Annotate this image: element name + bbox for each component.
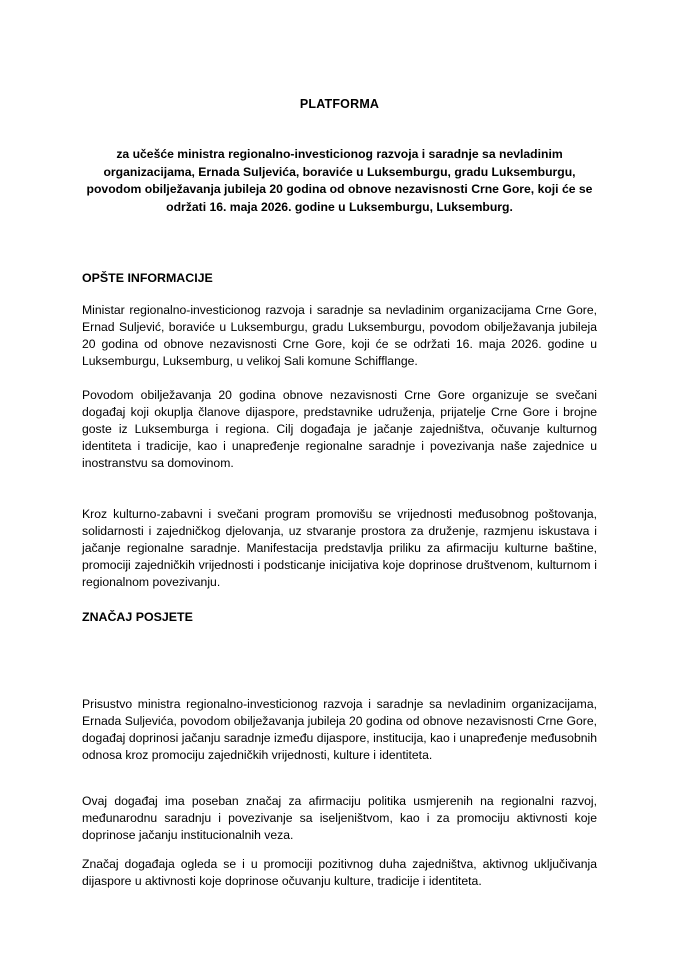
document-subtitle: za učešće ministra regionalno-investicionog razvoja i saradnje sa nevladinim organizacijama, Ernada Suljevića, boraviće u Luksemburgu, gradu Luksemburgu, povodom obilježavanja jubileja 20 godina od obnove nezavisnosti Crne Gore, koji će se održati 16. maja 2026. godine u Luksemburgu, Luksemburg.	[86, 147, 593, 214]
section-heading-visit-significance: ZNAČAJ POSJETE	[82, 610, 193, 624]
paragraph: Ovaj događaj ima poseban značaj za afirmaciju politika usmjerenih na regionalni razvoj, međunarodnu saradnju i povezivanje sa iseljeništvom, kao i za promociju aktivnosti koje doprinose jačanju institucionalnih veza.	[82, 794, 597, 842]
paragraph: Povodom obilježavanja 20 godina obnove nezavisnosti Crne Gore organizuje se svečani događaj koji okuplja članove dijaspore, predstavnike udruženja, prijatelje Crne Gore i brojne goste iz Luksemburga i regiona. Cilj događaja je jačanje zajedništva, očuvanje kulturnog identiteta i tradicije, kao i unapređenje regionalne saradnje i povezivanja naše zajednice u inostranstvu sa domovinom.	[82, 388, 597, 470]
document-title: PLATFORMA	[299, 97, 380, 111]
paragraph: Ministar regionalno-investicionog razvoja i saradnje sa nevladinim organizacijama Crne Gore, Ernad Suljević, boraviće u Luksemburgu, gradu Luksemburgu, povodom obilježavanja jubileja 20 godina od obnove nezavisnosti Crne Gore, koji će se održati 16. maja 2026. godine u Luksemburgu, Luksemburg, u velikoj Sali komune Schifflange.	[82, 303, 597, 368]
paragraph: Značaj događaja ogleda se i u promociji pozitivnog duha zajedništva, aktivnog uključivanja dijaspore u aktivnosti koje doprinose očuvanju kulture, tradicije i identiteta.	[82, 857, 597, 888]
section-heading-general-info: OPŠTE INFORMACIJE	[82, 271, 213, 285]
paragraph: Kroz kulturno-zabavni i svečani program promovišu se vrijednosti međusobnog poštovanja, solidarnosti i zajedničkog djelovanja, uz stvaranje prostora za druženje, razmjenu iskustava i jačanje regionalne saradnje. Manifestacija predstavlja priliku za afirmaciju kulturne baštine, promociji zajedničkih vrijednosti i podsticanje inicijativa koje doprinose društvenom, kulturnom i regionalnom povezivanju.	[82, 507, 597, 589]
paragraph: Prisustvo ministra regionalno-investicionog razvoja i saradnje sa nevladinim organizacijama, Ernada Suljevića, povodom obilježavanja jubileja 20 godina od obnove nezavisnosti Crne Gore, događaj doprinosi jačanju saradnje između dijaspore, institucija, kao i unapređenje međusobnih odnosa kroz promociju zajedničkih vrijednosti, kulture i identiteta.	[82, 697, 597, 762]
